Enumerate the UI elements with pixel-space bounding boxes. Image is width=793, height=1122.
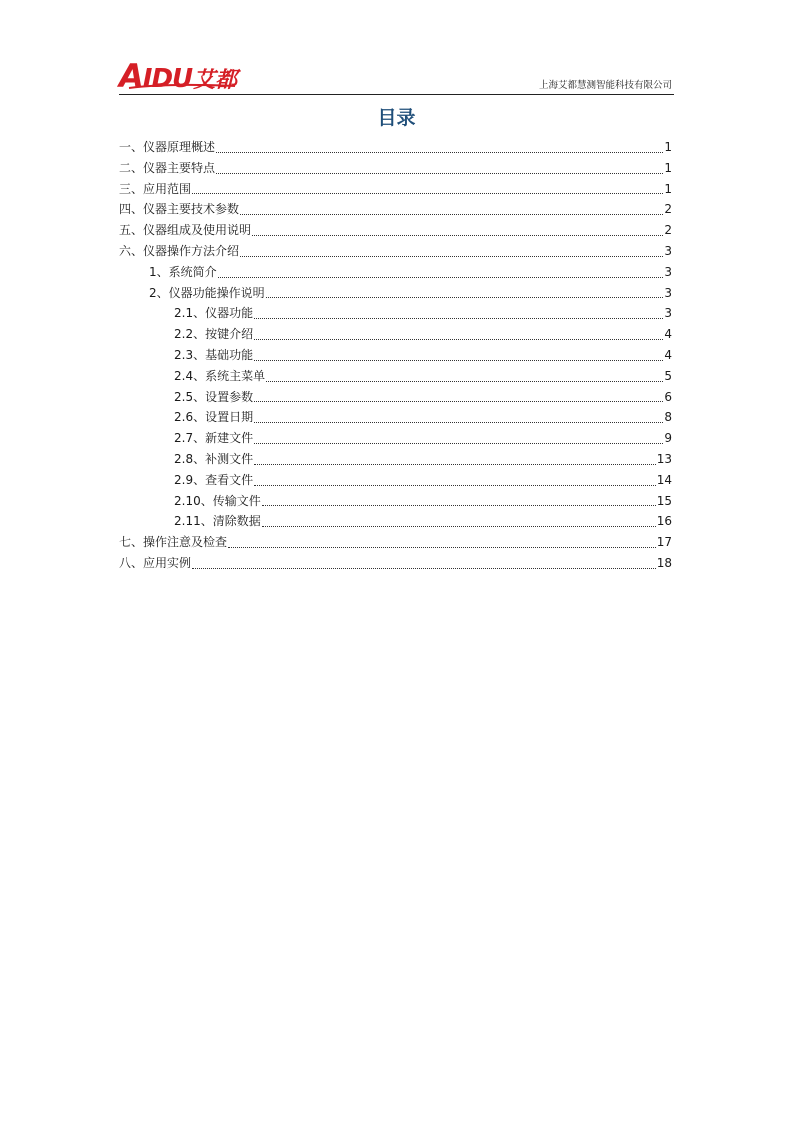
toc-leader-dots bbox=[218, 265, 664, 278]
toc-entry-label: 2.5、设置参数 bbox=[174, 389, 254, 404]
toc-leader-dots bbox=[254, 306, 663, 319]
toc-leader-dots bbox=[254, 431, 663, 444]
toc-entry[interactable] bbox=[119, 449, 672, 470]
toc-leader-dots bbox=[252, 223, 663, 236]
toc-entry-label: 四、仪器主要技术参数 bbox=[119, 202, 240, 217]
toc-entry[interactable] bbox=[119, 283, 672, 304]
toc-leader-dots bbox=[254, 327, 663, 340]
toc-leader-dots bbox=[192, 181, 663, 194]
toc-entry[interactable] bbox=[119, 199, 672, 220]
toc-entry[interactable] bbox=[119, 470, 672, 491]
toc-entry[interactable] bbox=[119, 407, 672, 428]
toc-entry-page: 1 bbox=[664, 140, 672, 154]
toc-entry[interactable] bbox=[119, 532, 672, 553]
toc-entry[interactable] bbox=[119, 366, 672, 387]
toc-entry-page: 6 bbox=[664, 389, 672, 404]
toc-entry-page: 16 bbox=[656, 514, 672, 529]
toc-entry-label: 2.6、设置日期 bbox=[174, 410, 254, 425]
toc-entry-label: 2、仪器功能操作说明 bbox=[149, 285, 265, 300]
toc-entry-page: 17 bbox=[656, 535, 672, 550]
toc-entry-page: 3 bbox=[664, 306, 672, 321]
toc-entry-page: 8 bbox=[664, 410, 672, 425]
toc-entry-page: 2 bbox=[664, 223, 672, 238]
toc-entry-label: 六、仪器操作方法介绍 bbox=[119, 243, 240, 258]
toc-leader-dots bbox=[254, 348, 663, 361]
toc-entry-page: 4 bbox=[664, 347, 672, 362]
toc-entry-label: 一、仪器原理概述 bbox=[119, 140, 216, 154]
toc-entry[interactable] bbox=[119, 511, 672, 532]
toc-entry-label: 三、应用范围 bbox=[119, 181, 192, 196]
toc-entry-page: 5 bbox=[664, 368, 672, 383]
toc-entry[interactable] bbox=[119, 137, 672, 158]
toc-entry[interactable] bbox=[119, 158, 672, 179]
toc-leader-dots bbox=[254, 473, 656, 486]
toc-leader-dots bbox=[192, 556, 656, 569]
toc-leader-dots bbox=[254, 410, 663, 423]
toc-title: 目录 bbox=[377, 107, 416, 129]
toc-entry-page: 14 bbox=[656, 472, 672, 487]
toc-entry-page: 3 bbox=[664, 243, 672, 258]
toc-entry-page: 18 bbox=[656, 555, 672, 570]
toc-entry-page: 1 bbox=[664, 160, 672, 175]
page-header bbox=[119, 52, 674, 95]
toc-entry-label: 七、操作注意及检查 bbox=[119, 535, 228, 550]
toc-entry-label: 2.9、查看文件 bbox=[174, 472, 254, 487]
toc-leader-dots bbox=[228, 535, 656, 548]
logo-swoosh-icon bbox=[127, 82, 237, 90]
toc-entry-label: 2.10、传输文件 bbox=[174, 493, 261, 508]
toc-entry-page: 2 bbox=[664, 202, 672, 217]
toc-entry[interactable] bbox=[119, 262, 672, 283]
toc-entry-page: 3 bbox=[664, 264, 672, 279]
toc-entry-label: 2.3、基础功能 bbox=[174, 347, 254, 362]
toc-entry-page: 9 bbox=[664, 431, 672, 446]
toc-entry[interactable] bbox=[119, 553, 672, 574]
toc-leader-dots bbox=[240, 244, 663, 257]
toc-leader-dots bbox=[254, 452, 656, 465]
toc-entry-page: 13 bbox=[656, 451, 672, 466]
toc-entry-page: 1 bbox=[664, 181, 672, 196]
toc-entry[interactable] bbox=[119, 324, 672, 345]
toc-leader-dots bbox=[262, 493, 656, 506]
toc-leader-dots bbox=[266, 369, 663, 382]
toc-entry[interactable] bbox=[119, 241, 672, 262]
toc-entry-page: 4 bbox=[664, 327, 672, 342]
toc-entry-label: 1、系统简介 bbox=[149, 264, 217, 279]
company-name: 上海艾都慧测智能科技有限公司 bbox=[538, 80, 672, 91]
toc-entry[interactable] bbox=[119, 303, 672, 324]
toc-entry-label: 五、仪器组成及使用说明 bbox=[119, 223, 252, 238]
toc-entry[interactable] bbox=[119, 491, 672, 512]
toc-entry-page: 3 bbox=[664, 285, 672, 300]
toc-leader-dots bbox=[240, 202, 663, 215]
table-of-contents bbox=[119, 137, 672, 574]
logo-letters-idu: IDU bbox=[142, 64, 193, 94]
toc-entry-page: 15 bbox=[656, 493, 672, 508]
toc-leader-dots bbox=[216, 161, 663, 174]
logo-cjk: 艾都 bbox=[193, 68, 238, 93]
toc-entry-label: 2.8、补测文件 bbox=[174, 451, 254, 466]
toc-entry-label: 八、应用实例 bbox=[119, 555, 192, 570]
toc-entry-label: 2.1、仪器功能 bbox=[174, 306, 254, 321]
logo-letter-a: A bbox=[119, 57, 143, 95]
toc-entry-label: 二、仪器主要特点 bbox=[119, 160, 216, 175]
toc-entry[interactable] bbox=[119, 179, 672, 200]
toc-entry-label: 2.11、清除数据 bbox=[174, 514, 261, 529]
toc-leader-dots bbox=[266, 285, 664, 298]
toc-entry-label: 2.4、系统主菜单 bbox=[174, 368, 266, 383]
toc-leader-dots bbox=[262, 514, 656, 527]
toc-leader-dots bbox=[216, 140, 663, 153]
toc-entry[interactable] bbox=[119, 345, 672, 366]
toc-entry[interactable] bbox=[119, 387, 672, 408]
toc-entry[interactable] bbox=[119, 428, 672, 449]
toc-entry-label: 2.2、按键介绍 bbox=[174, 327, 254, 342]
toc-entry[interactable] bbox=[119, 220, 672, 241]
toc-entry-label: 2.7、新建文件 bbox=[174, 431, 254, 446]
toc-leader-dots bbox=[254, 389, 663, 402]
